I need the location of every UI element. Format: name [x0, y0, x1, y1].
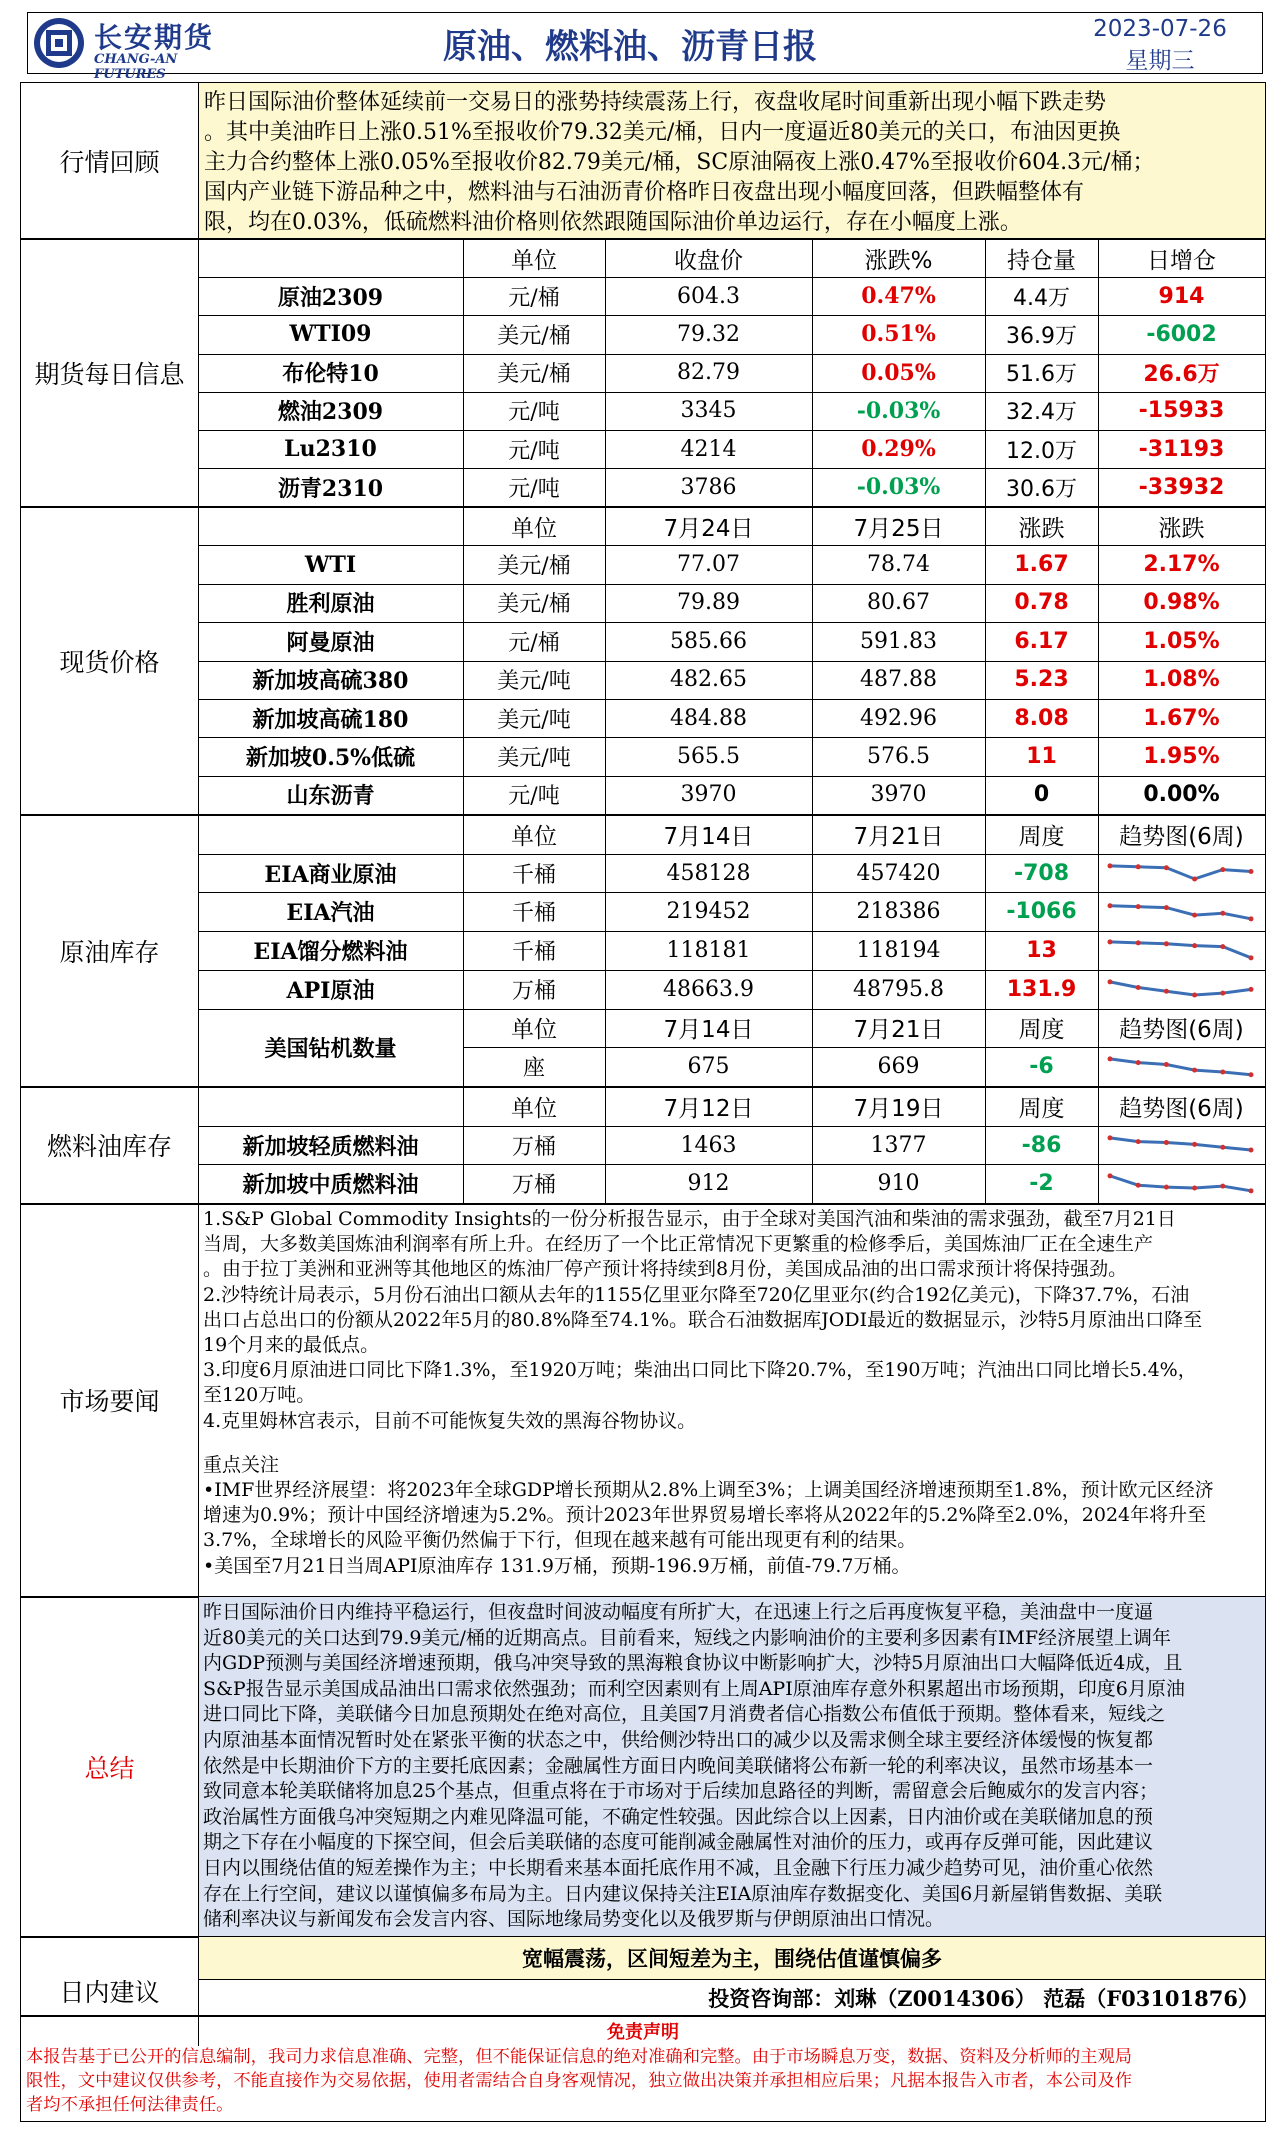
fuel-unit: 万桶	[511, 1134, 556, 1160]
spot-change-pct: 1.05%	[1143, 628, 1220, 654]
review-label: 行情回顾	[59, 147, 160, 177]
news-line: 。由于拉丁美洲和亚洲等其他地区的炼油厂停产预计将持续到8月份，美国成品油的出口需求预计将保持强劲。	[203, 1258, 1128, 1281]
trend-point	[1164, 1140, 1169, 1145]
news-line: 3.7%，全球增长的风险平衡仍然偏于下行，但现在越来越有可能出现更有利的结果。	[203, 1529, 917, 1552]
news-line: 出口占总出口的份额从2022年5月的80.8%降至74.1%。联合石油数据库JODI最近的数据显示，沙特5月原油出口降至	[203, 1308, 1203, 1331]
news-line: 4.克里姆林宫表示，目前不可能恢复失效的黑海谷物协议。	[203, 1409, 697, 1432]
spot-unit: 美元/桶	[497, 592, 571, 618]
futures-open-interest: 4.4万	[1013, 285, 1070, 311]
inventory-week1: 458128	[666, 860, 751, 886]
summary-line: 致同意本轮美联储将加息25个基点，但重点将在于市场对于后续加息路径的判断，需留意会后鲍威尔的发言内容；	[203, 1780, 1159, 1803]
spot-change: 11	[1026, 744, 1057, 770]
futures-oi-change: -6002	[1146, 321, 1217, 347]
fuel-week1: 912	[687, 1171, 730, 1197]
trend-point	[1108, 1174, 1113, 1179]
fuel-name: 新加坡中质燃料油	[242, 1172, 419, 1199]
trend-point	[1192, 913, 1197, 918]
advice-text: 宽幅震荡，区间短差为主，围绕估值谨慎偏多	[522, 1946, 942, 1971]
futures-oi-change: 26.6万	[1143, 362, 1220, 388]
inventory-week1: 219452	[666, 899, 751, 925]
trend-point	[1136, 940, 1141, 945]
spot-label: 现货价格	[59, 647, 160, 677]
rig-header-cell: 周度	[1018, 1017, 1065, 1044]
rig-header-cell: 7月14日	[663, 1017, 754, 1044]
futures-name: 沥青2310	[277, 475, 384, 502]
summary-line: 储利率决议与新闻发布会发言内容、国际地缘局势变化以及俄罗斯与伊朗原油出口情况。	[203, 1908, 945, 1931]
rig-header-cell: 趋势图(6周)	[1119, 1017, 1244, 1044]
summary-text	[203, 1600, 1263, 1933]
trend-point	[1136, 905, 1141, 910]
review-text	[204, 88, 1264, 238]
spot-header-cell: 涨跌	[1158, 515, 1205, 542]
spot-header-cell: 7月24日	[663, 515, 754, 542]
review-line: 限，均在0.03%，低硫燃料油价格则依然跟随国际油价单边运行，存在小幅度上涨。	[204, 210, 1022, 235]
spot-change: 1.67	[1014, 552, 1069, 578]
trend-point	[1220, 1144, 1225, 1149]
spot-price-day1: 79.89	[677, 590, 740, 616]
disclaimer-title: 免责声明	[607, 2022, 679, 2043]
futures-name: WTI09	[289, 321, 372, 348]
trend-sparkline	[1104, 1130, 1257, 1161]
news-line: •IMF世界经济展望：将2023年全球GDP增长预期从2.8%上调至3%；上调美国经济增速预期至1.8%，预计欧元区经济	[203, 1479, 1214, 1502]
spot-name: WTI	[304, 551, 357, 578]
fuel-weekly-change: -2	[1029, 1171, 1054, 1197]
inventory-week2: 48795.8	[853, 976, 944, 1002]
rig-week2: 669	[877, 1054, 920, 1080]
disclaimer-line: 限性，文中建议仅供参考，不能直接作为交易依据，使用者需结合自身客观情况，独立做出决策并承担相应后果；凡据本报告入市者，本公司及作	[26, 2071, 1133, 2091]
futures-close: 79.32	[677, 321, 740, 347]
page-title: 原油、燃料油、沥青日报	[443, 26, 817, 67]
trend-point	[1108, 979, 1113, 984]
futures-unit: 美元/桶	[497, 323, 571, 349]
spot-unit: 元/吨	[508, 784, 560, 810]
inventory-label: 原油库存	[59, 937, 160, 967]
inventory-weekly-change: -1066	[1006, 899, 1077, 925]
rig-unit: 座	[522, 1056, 545, 1082]
trend-point	[1136, 1183, 1141, 1188]
trend-point	[1108, 1057, 1113, 1062]
futures-unit: 元/吨	[508, 400, 560, 426]
summary-label: 总结	[84, 1753, 135, 1783]
futures-change-pct: 0.51%	[861, 321, 936, 348]
summary-line: 依然是中长期油价下方的主要托底因素；金融属性方面日内晚间美联储将公布新一轮的利率决议，虽然市场基本一	[203, 1754, 1154, 1777]
trend-sparkline	[1104, 1168, 1257, 1199]
futures-header-cell: 单位	[511, 247, 557, 274]
spot-price-day2: 591.83	[860, 628, 937, 654]
summary-line: 存在上行空间，建议以谨慎偏多布局为主。日内建议保持关注EIA原油库存数据变化、美国6月新屋销售数据、美联	[203, 1882, 1163, 1905]
futures-oi-change: -33932	[1138, 474, 1225, 500]
futures-name: Lu2310	[284, 436, 377, 463]
summary-line: 内GDP预测与美国经济增速预期，俄乌冲突导致的黑海粮食协议中断影响扩大，沙特5月原油出口大幅降低近4成，且	[203, 1652, 1183, 1675]
spot-change-pct: 1.67%	[1143, 705, 1220, 731]
futures-change-pct: -0.03%	[856, 397, 941, 424]
logo	[32, 16, 252, 82]
trend-point	[1136, 864, 1141, 869]
rig-header-cell: 单位	[511, 1017, 557, 1044]
fuel-week2: 1377	[870, 1132, 927, 1158]
trend-point	[1249, 1189, 1254, 1194]
futures-change-pct: 0.29%	[861, 436, 936, 463]
trend-point	[1192, 876, 1197, 881]
spot-change: 6.17	[1014, 628, 1069, 654]
inventory-week2: 457420	[856, 860, 941, 886]
logo-text-cn: 长安期货	[94, 21, 215, 54]
inventory-week2: 118194	[856, 937, 941, 963]
spot-unit: 美元/吨	[497, 746, 571, 772]
spot-unit: 美元/吨	[497, 707, 571, 733]
spot-change: 5.23	[1014, 667, 1069, 693]
futures-open-interest: 12.0万	[1006, 438, 1077, 464]
trend-point	[1192, 1186, 1197, 1191]
inventory-weekly-change: -708	[1013, 860, 1070, 886]
spot-price-day2: 78.74	[867, 552, 930, 578]
trend-point	[1192, 1068, 1197, 1073]
trend-point	[1220, 1070, 1225, 1075]
spot-price-day2: 576.5	[867, 744, 930, 770]
spot-price-day2: 492.96	[860, 705, 937, 731]
inventory-header-cell: 7月14日	[663, 823, 754, 850]
trend-point	[1164, 941, 1169, 946]
spot-name: 阿曼原油	[286, 629, 375, 656]
inventory-header-cell: 单位	[511, 823, 557, 850]
summary-line: 近80美元的关口达到79.9美元/桶的近期高点。目前看来，短线之内影响油价的主要利多因素有IMF经济展望上调年	[203, 1626, 1172, 1649]
trend-point	[1249, 869, 1254, 874]
spot-price-day2: 80.67	[867, 590, 930, 616]
spot-change: 0	[1033, 782, 1050, 808]
spot-unit: 元/桶	[508, 630, 560, 656]
trend-point	[1249, 917, 1254, 922]
trend-point	[1136, 1139, 1141, 1144]
inventory-week1: 118181	[666, 937, 751, 963]
futures-close: 3786	[680, 474, 737, 500]
news-line: 增速为0.9%；预计中国经济增速为5.2%。预计2023年世界贸易增长率将从2022年的5.2%降至2.0%，2024年将升至	[203, 1504, 1207, 1527]
disclaimer-line: 本报告基于已公开的信息编制，我司力求信息准确、完整，但不能保证信息的绝对准确和完整。由于市场瞬息万变，数据、资料及分析师的主观局	[26, 2047, 1133, 2067]
futures-oi-change: -15933	[1138, 398, 1225, 424]
trend-point	[1192, 1142, 1197, 1147]
spot-unit: 美元/吨	[497, 669, 571, 695]
inventory-week1: 48663.9	[663, 976, 754, 1002]
futures-close: 604.3	[677, 283, 740, 309]
spot-name: 胜利原油	[286, 591, 375, 618]
inventory-name: EIA商业原油	[264, 861, 397, 888]
futures-header-cell: 收盘价	[674, 247, 743, 274]
fuel-header-cell: 趋势图(6周)	[1119, 1095, 1244, 1122]
futures-header-cell: 涨跌%	[864, 247, 933, 274]
trend-point	[1164, 906, 1169, 911]
trend-point	[1164, 1062, 1169, 1067]
spot-unit: 美元/桶	[497, 554, 571, 580]
futures-name: 燃油2309	[277, 399, 384, 426]
news-label: 市场要闻	[59, 1387, 160, 1416]
inventory-week2: 218386	[856, 899, 941, 925]
inventory-unit: 千桶	[511, 939, 556, 965]
fuel-header-cell: 周度	[1018, 1095, 1065, 1122]
trend-point	[1108, 1135, 1113, 1140]
futures-change-pct: 0.05%	[861, 359, 936, 386]
futures-open-interest: 51.6万	[1006, 362, 1077, 388]
disclaimer-text	[26, 2045, 1262, 2117]
rig-count-name: 美国钻机数量	[264, 1035, 397, 1062]
news-line: 1.S&P Global Commodity Insights的一份分析报告显示，由于全球对美国汽油和柴油的需求强劲，截至7月21日	[203, 1208, 1176, 1230]
news-line	[203, 1434, 1263, 1453]
spot-change-pct: 2.17%	[1143, 552, 1220, 578]
spot-name: 新加坡高硫180	[252, 706, 409, 733]
logo-emblem-icon	[32, 16, 86, 70]
futures-label: 期货每日信息	[34, 359, 185, 389]
futures-open-interest: 30.6万	[1006, 476, 1077, 502]
summary-line: 日内以围绕估值的短差操作为主；中长期看来基本面托底作用不减，且金融下行压力减少趋势可见，油价重心依然	[203, 1856, 1154, 1879]
fuel-week2: 910	[877, 1171, 920, 1197]
summary-line: 内原油基本面情况暂时处在紧张平衡的状态之中，供给侧沙特出口的减少以及需求侧全球主要经济体缓慢的恢复都	[203, 1728, 1154, 1751]
futures-oi-change: -31193	[1138, 436, 1225, 462]
trend-point	[1220, 1184, 1225, 1189]
review-line: 国内产业链下游品种之中，燃料油与石油沥青价格昨日夜盘出现小幅度回落，但跌幅整体有	[204, 180, 1085, 205]
summary-line: 政治属性方面俄乌冲突短期之内难见降温可能，不确定性较强。因此综合以上因素，日内油价或在美联储加息的预	[203, 1805, 1154, 1828]
spot-header-cell: 涨跌	[1018, 515, 1065, 542]
inventory-weekly-change: 13	[1026, 937, 1057, 963]
futures-header-cell: 日增仓	[1147, 247, 1216, 274]
news-line: 至120万吨。	[203, 1384, 316, 1407]
trend-sparkline	[1104, 974, 1257, 1005]
logo-text-en: CHANG-AN FUTURES	[94, 52, 178, 82]
news-line: 2.沙特统计局表示，5月份石油出口额从去年的1155亿里亚尔降至720亿里亚尔(约合192亿美元)，下降37.7%，石油	[203, 1283, 1190, 1306]
rig-header-cell: 7月21日	[853, 1017, 944, 1044]
trend-point	[1108, 904, 1113, 909]
inventory-unit: 万桶	[511, 978, 556, 1004]
trend-sparkline	[1104, 896, 1257, 927]
fuel-weekly-change: -86	[1021, 1132, 1062, 1158]
disclaimer-line: 者均不承担任何法律责任。	[26, 2095, 234, 2115]
spot-price-day2: 3970	[870, 782, 927, 808]
spot-header-cell: 7月25日	[853, 515, 944, 542]
trend-point	[1108, 940, 1113, 945]
review-line: 主力合约整体上涨0.05%至报收价82.79美元/桶，SC原油隔夜上涨0.47%至报收价604.3元/桶；	[204, 150, 1155, 175]
futures-name: 布伦特10	[282, 361, 379, 388]
futures-open-interest: 36.9万	[1006, 323, 1077, 349]
trend-sparkline	[1104, 1051, 1257, 1082]
spot-change-pct: 0.00%	[1143, 782, 1220, 808]
spot-price-day1: 585.66	[670, 628, 747, 654]
trend-point	[1192, 943, 1197, 948]
inventory-name: EIA汽油	[286, 900, 375, 927]
futures-open-interest: 32.4万	[1006, 400, 1077, 426]
trend-point	[1192, 992, 1197, 997]
spot-price-day1: 484.88	[670, 705, 747, 731]
spot-price-day1: 482.65	[670, 667, 747, 693]
news-line: •美国至7月21日当周API原油库存 131.9万桶，预期-196.9万桶，前值-79.7万桶。	[203, 1554, 911, 1577]
spot-change-pct: 0.98%	[1143, 590, 1220, 616]
inventory-header-cell: 7月21日	[853, 823, 944, 850]
fuel-header-cell: 单位	[511, 1095, 557, 1122]
advice-label: 日内建议	[59, 1978, 160, 2007]
trend-point	[1220, 990, 1225, 995]
trend-point	[1164, 1185, 1169, 1190]
inventory-name: EIA馏分燃料油	[253, 938, 408, 965]
trend-point	[1220, 944, 1225, 949]
trend-point	[1249, 955, 1254, 960]
spot-price-day2: 487.88	[860, 667, 937, 693]
fuel-name: 新加坡轻质燃料油	[242, 1133, 419, 1160]
trend-point	[1136, 1060, 1141, 1065]
futures-unit: 元/桶	[508, 285, 560, 311]
futures-unit: 美元/桶	[497, 362, 571, 388]
spot-name: 新加坡0.5%低硫	[245, 745, 416, 772]
trend-point	[1249, 1147, 1254, 1152]
spot-price-day1: 565.5	[677, 744, 740, 770]
inventory-weekly-change: 131.9	[1006, 976, 1077, 1002]
spot-name: 新加坡高硫380	[252, 668, 409, 695]
fuel-inventory-label: 燃料油库存	[46, 1132, 172, 1161]
trend-sparkline	[1104, 935, 1257, 966]
news-line: 重点关注	[203, 1453, 280, 1476]
futures-name: 原油2309	[277, 284, 384, 311]
spot-change: 0.78	[1014, 590, 1069, 616]
news-text	[203, 1207, 1263, 1579]
futures-change-pct: 0.47%	[861, 283, 936, 310]
trend-point	[1249, 1072, 1254, 1077]
trend-point	[1249, 987, 1254, 992]
inventory-unit: 千桶	[511, 901, 556, 927]
trend-point	[1108, 863, 1113, 868]
futures-oi-change: 914	[1158, 283, 1205, 309]
fuel-week1: 1463	[680, 1132, 737, 1158]
futures-close: 82.79	[677, 360, 740, 386]
report-date: 2023-07-26	[1093, 16, 1227, 42]
spot-change: 8.08	[1014, 705, 1069, 731]
consult-text: 投资咨询部：刘琳（Z0014306） 范磊（F03101876）	[708, 1986, 1259, 2011]
futures-header-cell: 持仓量	[1007, 247, 1076, 274]
trend-point	[1136, 985, 1141, 990]
futures-close: 4214	[680, 436, 737, 462]
summary-line: 昨日国际油价日内维持平稳运行，但夜盘时间波动幅度有所扩大，在迅速上行之后再度恢复平稳，美油盘中一度逼	[203, 1601, 1154, 1623]
trend-point	[1220, 911, 1225, 916]
trend-point	[1164, 865, 1169, 870]
fuel-header-cell: 7月12日	[663, 1095, 754, 1122]
rig-weekly-change: -6	[1029, 1054, 1054, 1080]
fuel-header-cell: 7月19日	[853, 1095, 944, 1122]
inventory-header-cell: 趋势图(6周)	[1119, 823, 1244, 850]
trend-point	[1220, 867, 1225, 872]
spot-price-day1: 3970	[680, 782, 737, 808]
report-weekday: 星期三	[1125, 47, 1195, 74]
inventory-name: API原油	[286, 977, 375, 1004]
summary-line: 期之下存在小幅度的下探空间，但会后美联储的态度可能削减金融属性对油价的压力，或再存反弹可能，因此建议	[203, 1831, 1154, 1854]
news-line: 3.印度6月原油进口同比下降1.3%，至1920万吨；柴油出口同比下降20.7%，至190万吨；汽油出口同比增长5.4%，	[203, 1359, 1197, 1382]
futures-unit: 元/吨	[508, 438, 560, 464]
spot-name: 山东沥青	[286, 783, 375, 810]
summary-line: 进口同比下降，美联储今日加息预期处在绝对高位，且美国7月消费者信心指数公布值低于预期。整体看来，短线之	[203, 1703, 1166, 1726]
rig-week1: 675	[687, 1054, 730, 1080]
fuel-unit: 万桶	[511, 1173, 556, 1199]
spot-change-pct: 1.95%	[1143, 744, 1220, 770]
trend-sparkline	[1104, 858, 1257, 889]
trend-point	[1164, 989, 1169, 994]
spot-header-cell: 单位	[511, 515, 557, 542]
futures-unit: 元/吨	[508, 476, 560, 502]
inventory-header-cell: 周度	[1018, 823, 1065, 850]
news-line: 当周，大多数美国炼油利润率有所上升。在经历了一个比正常情况下更繁重的检修季后，美国炼油厂正在全速生产	[203, 1233, 1154, 1256]
spot-change-pct: 1.08%	[1143, 667, 1220, 693]
review-line: 。其中美油昨日上涨0.51%至报收价79.32美元/桶，日内一度逼近80美元的关口，布油因更换	[204, 120, 1121, 145]
inventory-unit: 千桶	[511, 862, 556, 888]
futures-close: 3345	[680, 398, 737, 424]
review-line: 昨日国际油价整体延续前一交易日的涨势持续震荡上行，夜盘收尾时间重新出现小幅下跌走势	[204, 90, 1107, 115]
summary-line: S&P报告显示美国成品油出口需求依然强劲；而利空因素则有上周API原油库存意外积累超出市场预期，印度6月原油	[203, 1677, 1185, 1700]
spot-price-day1: 77.07	[677, 552, 740, 578]
futures-change-pct: -0.03%	[856, 474, 941, 501]
news-line: 19个月来的最低点。	[203, 1334, 380, 1357]
